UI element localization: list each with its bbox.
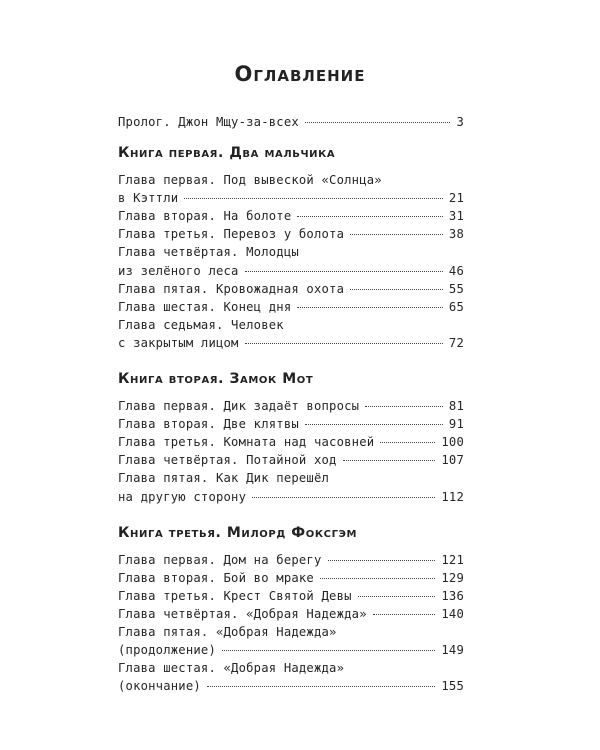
dot-leader [350,234,443,235]
book-section-3 [118,523,464,696]
toc-entry[interactable] [118,623,464,659]
toc-entry[interactable] [118,569,464,587]
toc-entry-text: (окончание) [118,679,201,694]
dot-leader [297,216,443,217]
toc-entry-row [118,569,464,587]
toc-entry-text: на другую сторону [118,489,247,504]
toc-entry-text: Глава третья. Перевоз у болота [118,227,345,242]
toc-entry[interactable] [118,280,464,298]
toc-entry-row [118,397,464,415]
toc-entry-row [118,280,464,298]
toc-entry-text: Глава первая. Дом на берегу [118,552,322,567]
dot-leader [252,497,435,498]
chapter-list [118,551,464,696]
dot-leader [328,560,436,561]
toc-page-number: 112 [441,489,464,504]
toc-entry-row [118,451,464,469]
dot-leader [305,122,451,123]
toc-entry-text: Глава третья. Комната над часовней [118,435,375,450]
dot-leader [297,307,443,308]
toc-entry[interactable] [118,451,464,469]
toc-entry-text: Глава шестая. Конец дня [118,299,292,314]
dot-leader [207,686,435,687]
book-title: Книга первая. Два мальчика [118,145,336,162]
toc-entry-row [118,641,464,659]
toc-entry-row [118,262,464,280]
book-section-2 [118,369,464,506]
page-title: Оглавление [234,62,366,86]
toc-page-number: 107 [441,453,464,468]
toc-entry-first-line: Глава пятая. Как Дик перешёл [118,471,330,486]
dot-leader [245,271,443,272]
book-section-1 [118,143,464,352]
toc-page-number: 121 [441,552,464,567]
toc-entry-text: Глава вторая. На болоте [118,209,292,224]
toc-entry-text: Пролог. Джон Мщу-за-всех [118,115,299,129]
toc-entry-first-line: Глава пятая. «Добрая Надежда» [118,624,337,639]
toc-entry[interactable] [118,243,464,279]
toc-entry-text: Глава первая. Дик задаёт вопросы [118,399,360,414]
toc-page-number: 155 [441,679,464,694]
dot-leader [380,442,435,443]
toc-page-number: 91 [448,417,464,432]
toc-page-number: 38 [448,227,464,242]
toc-entry-text: в Кэттли [118,191,179,206]
toc-entry-text: с закрытым лицом [118,335,239,350]
toc-entry-row [118,225,464,243]
toc-entry-row [118,587,464,605]
dot-leader [305,424,443,425]
book-title: Книга вторая. Замок Мот [118,371,314,388]
toc-entry-text: Глава вторая. Две клятвы [118,417,299,432]
toc-entry-row [118,334,464,352]
toc-page-number: 81 [448,399,464,414]
toc-entry[interactable] [118,605,464,623]
toc-entry[interactable] [118,397,464,415]
toc-page-number: 31 [448,209,464,224]
dot-leader [245,343,443,344]
toc-page-number: 55 [448,281,464,296]
toc-entry[interactable] [118,469,464,505]
dot-leader [373,614,436,615]
toc-entry-row [118,189,464,207]
dot-leader [184,198,443,199]
toc-entry-first-line: Глава седьмая. Человек [118,317,284,332]
toc-entry-row [118,298,464,316]
toc-entry-row [118,488,464,506]
toc-entry[interactable] [118,298,464,316]
toc-entry-row [118,605,464,623]
toc-entry[interactable] [118,225,464,243]
toc-entry[interactable] [118,171,464,207]
toc-entry[interactable] [118,316,464,352]
toc-entry-text: (продолжение) [118,643,216,658]
toc-entry-text: Глава третья. Крест Святой Девы [118,588,352,603]
chapter-list [118,397,464,506]
toc-entry-text: Глава пятая. Кровожадная охота [118,281,345,296]
dot-leader [358,596,436,597]
toc-page-number: 72 [448,335,464,350]
dot-leader [365,406,443,407]
toc-entry-text: Глава четвёртая. Потайной ход [118,453,337,468]
toc-entry[interactable] [118,587,464,605]
toc-page-number: 65 [448,299,464,314]
toc-entry-row [118,113,464,131]
dot-leader [343,460,436,461]
toc-entry[interactable] [118,207,464,225]
toc-entry-first-line: Глава четвёртая. Молодцы [118,245,299,260]
toc-entry-prologue[interactable] [118,113,464,131]
toc-entry-row [118,677,464,695]
toc-page-number: 21 [448,191,464,206]
toc-page-number: 3 [456,115,464,129]
toc-page-number: 46 [448,263,464,278]
toc-entry-row [118,207,464,225]
toc-entry-first-line: Глава шестая. «Добрая Надежда» [118,661,345,676]
toc-entry-text: Глава вторая. Бой во мраке [118,570,314,585]
dot-leader [350,289,443,290]
book-title: Книга третья. Милорд Фоксгэм [118,524,358,541]
toc-entry[interactable] [118,433,464,451]
toc-entry[interactable] [118,659,464,695]
toc-page-number: 140 [441,606,464,621]
toc-entry-row [118,551,464,569]
toc-entry-first-line: Глава первая. Под вывеской «Солнца» [118,173,382,188]
toc-page-number: 149 [441,643,464,658]
toc-entry-text: из зелёного леса [118,263,239,278]
toc-page-number: 100 [441,435,464,450]
table-of-contents [118,113,464,712]
chapter-list [118,171,464,352]
dot-leader [222,650,435,651]
toc-page-number: 136 [441,588,464,603]
dot-leader [320,578,435,579]
toc-entry[interactable] [118,415,464,433]
toc-entry-row [118,433,464,451]
toc-page-number: 129 [441,570,464,585]
toc-entry-text: Глава четвёртая. «Добрая Надежда» [118,606,367,621]
toc-entry[interactable] [118,551,464,569]
toc-entry-row [118,415,464,433]
